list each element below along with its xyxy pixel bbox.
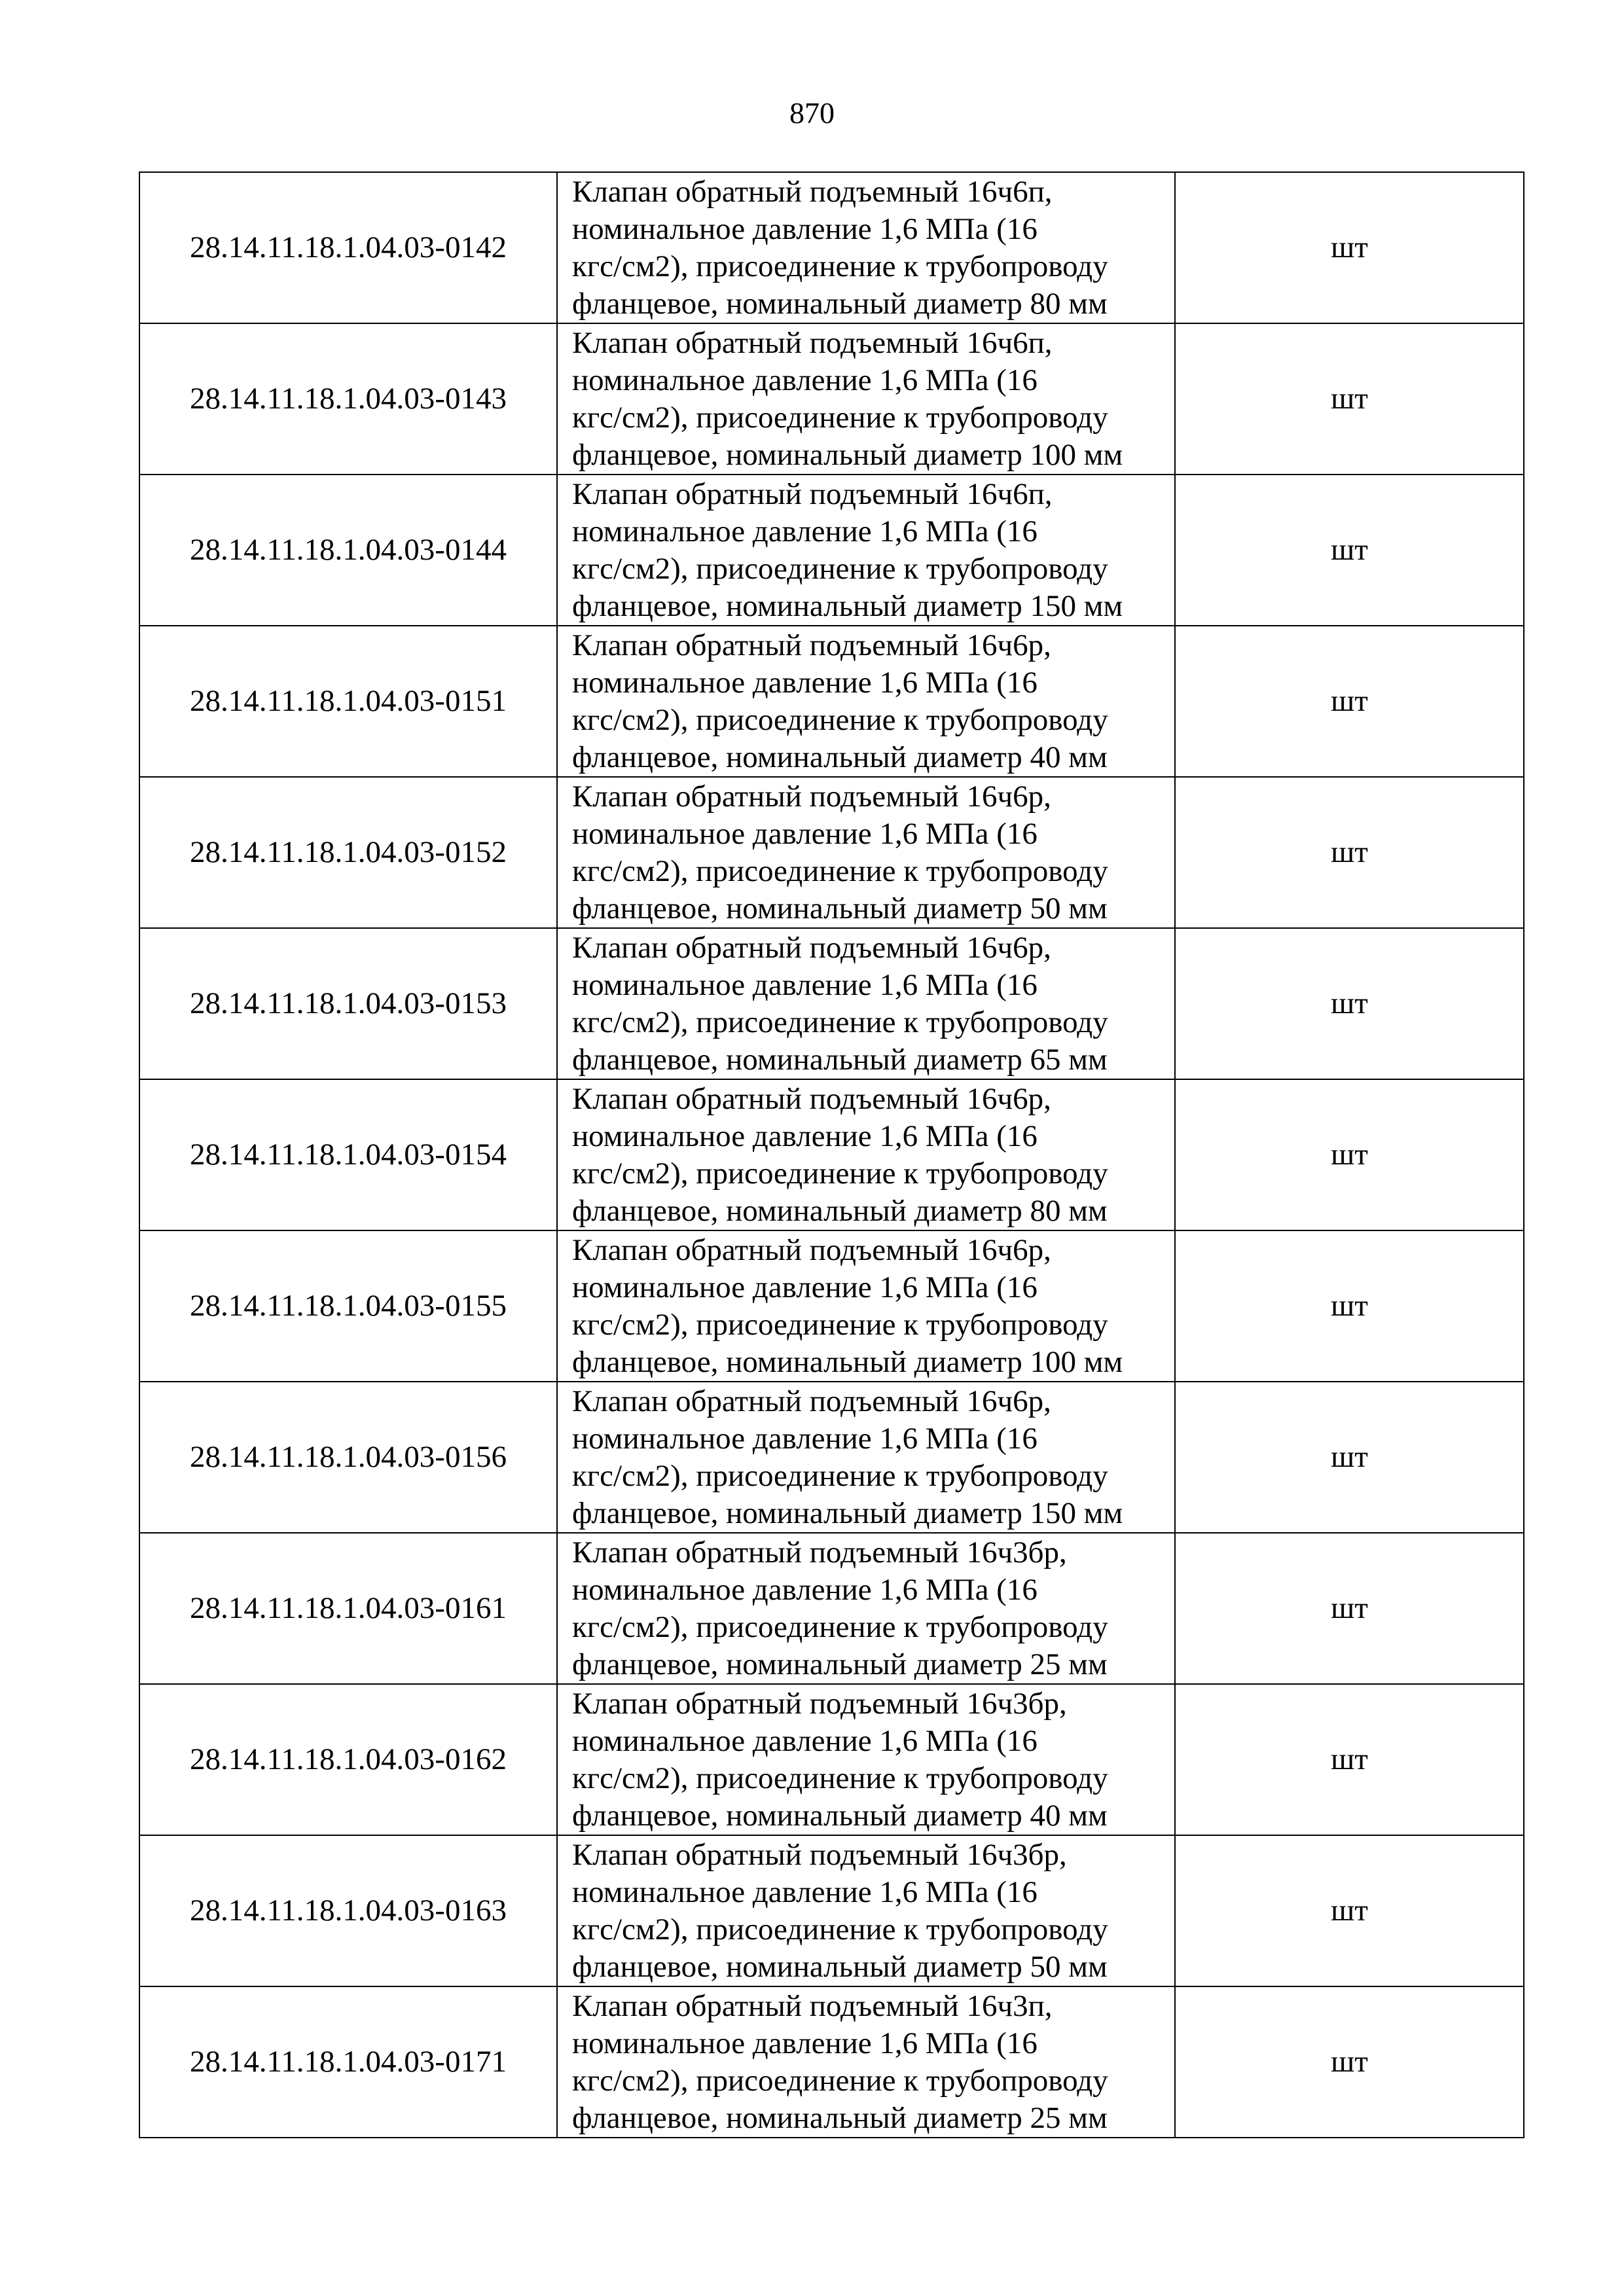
item-description-cell [557, 1230, 1175, 1382]
description-line: номинальное давление 1,6 МПа (16 [572, 211, 1038, 246]
description-line: кгс/см2), присоединение к трубопроводу [572, 2063, 1108, 2098]
item-unit-cell: шт [1175, 1986, 1524, 2138]
item-code-cell: 28.14.11.18.1.04.03-0163 [139, 1835, 557, 1986]
item-unit-cell: шт [1175, 777, 1524, 928]
description-line: фланцевое, номинальный диаметр 40 мм [572, 740, 1108, 774]
item-description-cell [557, 323, 1175, 475]
page-number: 870 [789, 96, 835, 130]
table-row [139, 777, 1524, 928]
description-line: кгс/см2), присоединение к трубопроводу [572, 1609, 1108, 1644]
item-unit-cell: шт [1175, 928, 1524, 1079]
item-description-cell [557, 475, 1175, 626]
description-line: номинальное давление 1,6 МПа (16 [572, 816, 1038, 851]
description-line: Клапан обратный подъемный 16ч6р, [572, 1232, 1051, 1267]
description-line: номинальное давление 1,6 МПа (16 [572, 665, 1038, 700]
description-line: Клапан обратный подъемный 16ч6п, [572, 325, 1053, 360]
description-line: фланцевое, номинальный диаметр 100 мм [572, 1344, 1123, 1379]
description-line: фланцевое, номинальный диаметр 40 мм [572, 1798, 1108, 1833]
description-line: номинальное давление 1,6 МПа (16 [572, 363, 1038, 397]
description-line: кгс/см2), присоединение к трубопроводу [572, 400, 1108, 435]
table-row [139, 1835, 1524, 1986]
description-line: фланцевое, номинальный диаметр 100 мм [572, 437, 1123, 472]
table-row [139, 475, 1524, 626]
description-line: Клапан обратный подъемный 16ч6р, [572, 930, 1051, 965]
item-unit-cell: шт [1175, 323, 1524, 475]
description-line: номинальное давление 1,6 МПа (16 [572, 967, 1038, 1002]
description-line: фланцевое, номинальный диаметр 150 мм [572, 1496, 1123, 1530]
description-line: номинальное давление 1,6 МПа (16 [572, 1270, 1038, 1304]
item-code-cell: 28.14.11.18.1.04.03-0152 [139, 777, 557, 928]
description-line: номинальное давление 1,6 МПа (16 [572, 1421, 1038, 1456]
description-line: фланцевое, номинальный диаметр 25 мм [572, 2100, 1108, 2135]
item-unit-cell: шт [1175, 626, 1524, 777]
table-row [139, 1986, 1524, 2138]
description-line: фланцевое, номинальный диаметр 150 мм [572, 588, 1123, 623]
description-line: кгс/см2), присоединение к трубопроводу [572, 551, 1108, 586]
item-unit-cell: шт [1175, 1835, 1524, 1986]
table-row [139, 1382, 1524, 1533]
description-line: Клапан обратный подъемный 16ч6п, [572, 174, 1053, 209]
item-code-cell: 28.14.11.18.1.04.03-0156 [139, 1382, 557, 1533]
description-line: Клапан обратный подъемный 16ч6р, [572, 1384, 1051, 1418]
description-line: Клапан обратный подъемный 16ч6р, [572, 779, 1051, 814]
item-code-cell: 28.14.11.18.1.04.03-0161 [139, 1533, 557, 1684]
item-code-cell: 28.14.11.18.1.04.03-0155 [139, 1230, 557, 1382]
item-description-cell [557, 928, 1175, 1079]
table-row [139, 1230, 1524, 1382]
description-line: номинальное давление 1,6 МПа (16 [572, 1119, 1038, 1153]
description-line: номинальное давление 1,6 МПа (16 [572, 1572, 1038, 1607]
description-line: Клапан обратный подъемный 16ч3п, [572, 1988, 1053, 2023]
table-row [139, 1684, 1524, 1835]
description-line: кгс/см2), присоединение к трубопроводу [572, 1458, 1108, 1493]
description-line: фланцевое, номинальный диаметр 80 мм [572, 1193, 1108, 1228]
item-unit-cell: шт [1175, 1533, 1524, 1684]
table-row [139, 1079, 1524, 1230]
description-line: номинальное давление 1,6 МПа (16 [572, 1874, 1038, 1909]
description-line: кгс/см2), присоединение к трубопроводу [572, 1912, 1108, 1946]
table-row [139, 626, 1524, 777]
description-line: кгс/см2), присоединение к трубопроводу [572, 1761, 1108, 1795]
item-unit-cell: шт [1175, 172, 1524, 323]
description-line: фланцевое, номинальный диаметр 65 мм [572, 1042, 1108, 1077]
description-line: Клапан обратный подъемный 16ч3бр, [572, 1686, 1067, 1721]
items-table-body [139, 172, 1524, 2138]
description-line: Клапан обратный подъемный 16ч3бр, [572, 1535, 1067, 1570]
item-unit-cell: шт [1175, 1079, 1524, 1230]
description-line: фланцевое, номинальный диаметр 80 мм [572, 286, 1108, 321]
item-code-cell: 28.14.11.18.1.04.03-0144 [139, 475, 557, 626]
description-line: Клапан обратный подъемный 16ч6р, [572, 628, 1051, 662]
description-line: фланцевое, номинальный диаметр 25 мм [572, 1647, 1108, 1681]
table-row [139, 172, 1524, 323]
description-line: кгс/см2), присоединение к трубопроводу [572, 1005, 1108, 1039]
description-line: номинальное давление 1,6 МПа (16 [572, 2026, 1038, 2060]
description-line: номинальное давление 1,6 МПа (16 [572, 1723, 1038, 1758]
description-line: фланцевое, номинальный диаметр 50 мм [572, 891, 1108, 925]
description-line: Клапан обратный подъемный 16ч3бр, [572, 1837, 1067, 1872]
item-description-cell [557, 172, 1175, 323]
item-code-cell: 28.14.11.18.1.04.03-0151 [139, 626, 557, 777]
item-code-cell: 28.14.11.18.1.04.03-0162 [139, 1684, 557, 1835]
table-row [139, 928, 1524, 1079]
item-unit-cell: шт [1175, 1684, 1524, 1835]
item-description-cell [557, 1835, 1175, 1986]
table-row [139, 1533, 1524, 1684]
item-code-cell: 28.14.11.18.1.04.03-0143 [139, 323, 557, 475]
item-code-cell: 28.14.11.18.1.04.03-0142 [139, 172, 557, 323]
item-code-cell: 28.14.11.18.1.04.03-0153 [139, 928, 557, 1079]
description-line: Клапан обратный подъемный 16ч6п, [572, 476, 1053, 511]
item-description-cell [557, 777, 1175, 928]
description-line: Клапан обратный подъемный 16ч6р, [572, 1081, 1051, 1116]
description-line: кгс/см2), присоединение к трубопроводу [572, 1307, 1108, 1342]
item-unit-cell: шт [1175, 475, 1524, 626]
items-table [139, 171, 1525, 2138]
item-description-cell [557, 1079, 1175, 1230]
description-line: кгс/см2), присоединение к трубопроводу [572, 249, 1108, 283]
description-line: кгс/см2), присоединение к трубопроводу [572, 1156, 1108, 1191]
description-line: кгс/см2), присоединение к трубопроводу [572, 702, 1108, 737]
item-description-cell [557, 626, 1175, 777]
description-line: кгс/см2), присоединение к трубопроводу [572, 853, 1108, 888]
item-code-cell: 28.14.11.18.1.04.03-0154 [139, 1079, 557, 1230]
item-description-cell [557, 1382, 1175, 1533]
description-line: номинальное давление 1,6 МПа (16 [572, 514, 1038, 548]
description-line: фланцевое, номинальный диаметр 50 мм [572, 1949, 1108, 1984]
item-unit-cell: шт [1175, 1382, 1524, 1533]
item-description-cell [557, 1986, 1175, 2138]
item-unit-cell: шт [1175, 1230, 1524, 1382]
item-description-cell [557, 1533, 1175, 1684]
item-code-cell: 28.14.11.18.1.04.03-0171 [139, 1986, 557, 2138]
table-row [139, 323, 1524, 475]
item-description-cell [557, 1684, 1175, 1835]
